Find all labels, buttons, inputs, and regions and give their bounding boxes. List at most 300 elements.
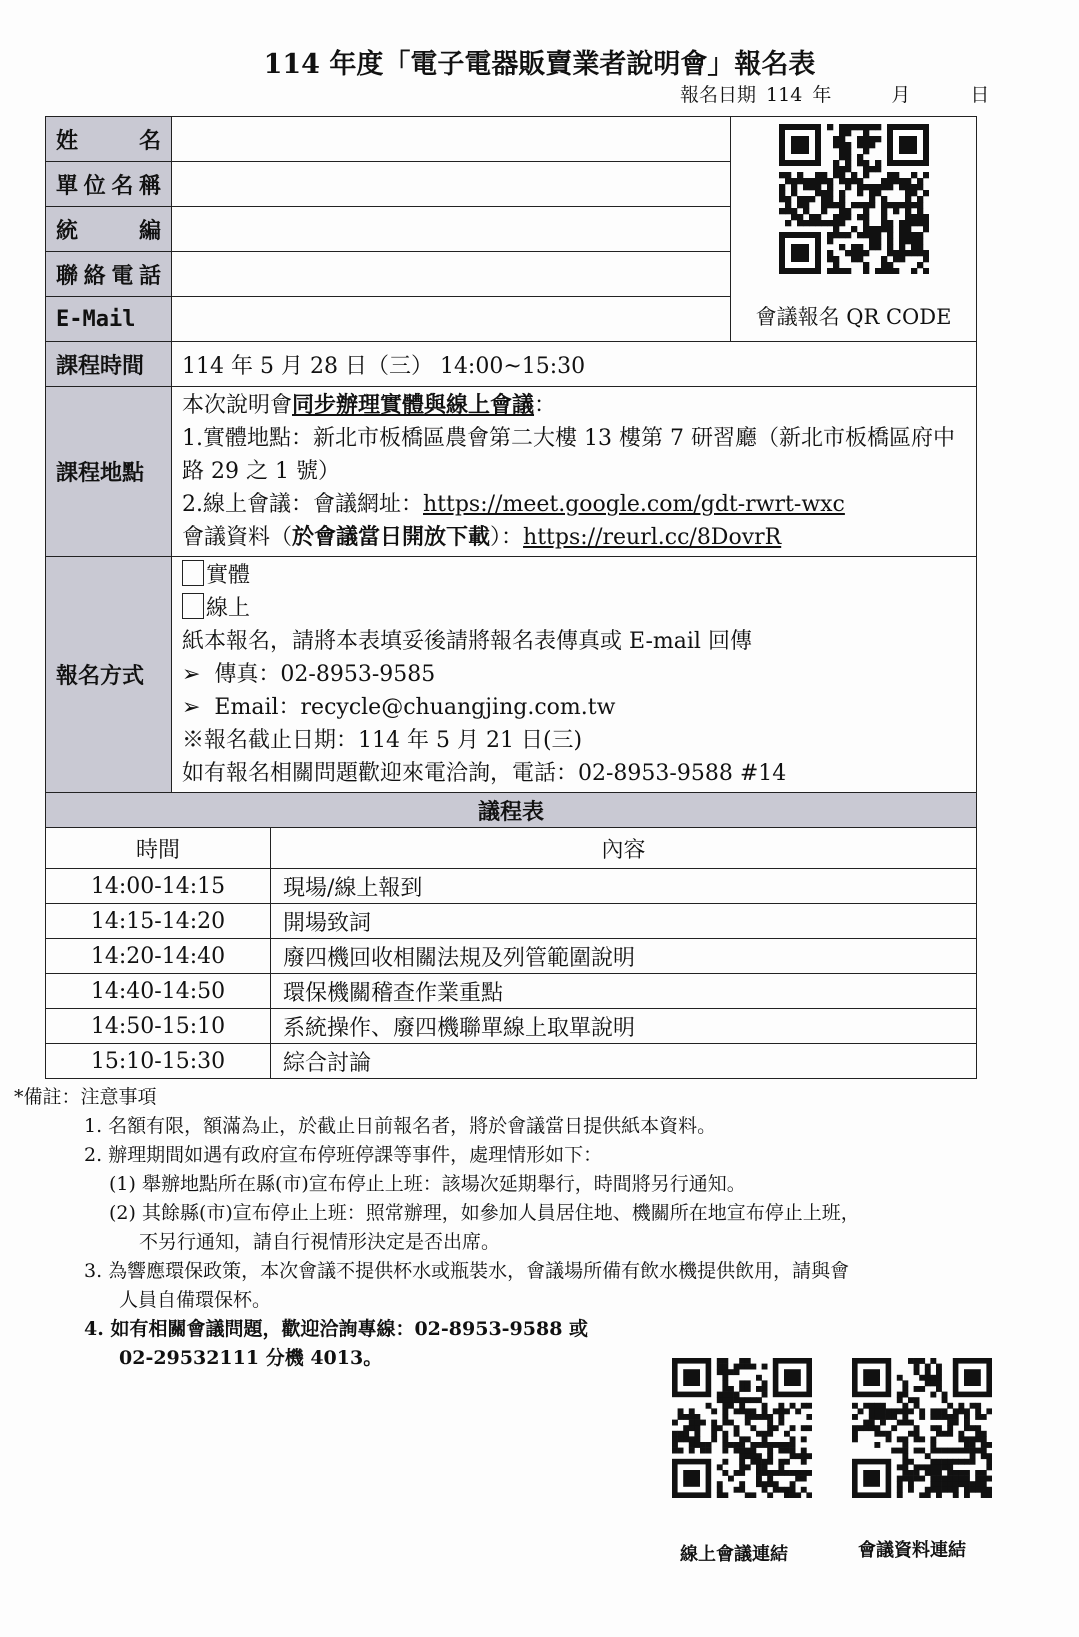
qr-module [857,154,863,160]
qr-module [911,214,917,220]
qr-module [821,220,827,226]
qr-module [851,178,857,184]
qr-module [678,1408,684,1414]
reg-date-label: 報名日期 114 年 [680,84,832,106]
qr-module [806,1414,812,1420]
qr-module [722,1470,728,1476]
qr-module [923,268,929,274]
qr-module [833,214,839,220]
qr-module [936,1459,942,1465]
qr-module [919,1375,925,1381]
email-input[interactable] [172,297,731,342]
qr-module [797,220,803,226]
qr-module [767,1431,773,1437]
qr-module [902,1453,908,1459]
qr-module [767,1448,773,1454]
qr-module [711,1425,717,1431]
qr-module [784,1369,801,1386]
qr-module [845,184,851,190]
qr-module [964,1476,970,1482]
qr-module [734,1431,740,1437]
qr-module [803,196,809,202]
qr-module [857,250,863,256]
qr-module [678,1414,684,1420]
qr-module [739,1459,745,1465]
qr-module [930,1425,936,1431]
qr-module [897,1492,903,1498]
qr-module [905,190,911,196]
qr-module [919,1414,925,1420]
qr-module [947,1403,953,1409]
qr-module [936,1386,942,1392]
qr-module [917,178,923,184]
qr-module [891,1408,897,1414]
qr-module [857,214,863,220]
qr-module [917,202,923,208]
qr-module [964,1425,970,1431]
qr-module [767,1453,773,1459]
qr-module [756,1386,762,1392]
qr-module [986,1487,992,1493]
qr-module [975,1470,981,1476]
qr-module [722,1369,728,1375]
qr-module [857,190,863,196]
qr-module [694,1442,700,1448]
qr-module [919,1492,925,1498]
qr-module [947,1476,953,1482]
qr-module [936,1425,942,1431]
reg-date-month: 月 [891,84,911,106]
qr-module [728,1397,734,1403]
qr-module [881,262,887,268]
qr-module [899,220,905,226]
qr-module [773,1470,779,1476]
qr-module [728,1420,734,1426]
qr-module [902,1420,908,1426]
qr-module [919,1436,925,1442]
qr-module [745,1397,751,1403]
qr-module [930,1358,936,1364]
qr-module [790,1470,796,1476]
taxid-input[interactable] [172,207,731,252]
agenda-title: 議程表 [46,793,977,828]
qr-module [717,1364,723,1370]
qr-module [917,244,923,250]
qr-module [891,1448,897,1454]
method-label: 報名方式 [46,557,172,793]
qr-module [869,1414,875,1420]
qr-module [923,214,929,220]
qr-module [914,1470,920,1476]
qr-module [839,202,845,208]
qr-module [762,1436,768,1442]
qr-module [886,1408,892,1414]
qr-module [863,1470,880,1487]
qr-module [942,1487,948,1493]
qr-module [902,1459,908,1465]
agenda-time: 15:10-15:30 [46,1044,271,1079]
qr-module [897,1397,903,1403]
qr-module [790,1448,796,1454]
qr-module [739,1364,745,1370]
qr-module [734,1364,740,1370]
qr-module [801,1476,807,1482]
qr-module [863,220,869,226]
qr-module [905,250,911,256]
qr-module [869,196,875,202]
qr-module [683,1425,689,1431]
qr-module [722,1358,728,1364]
qr-module [923,220,929,226]
meet-url-link[interactable]: https://meet.google.com/gdt-rwrt-wxc [423,492,845,517]
qr-module [773,1425,779,1431]
qr-module [902,1403,908,1409]
qr-module [902,1386,908,1392]
qr-module [936,1464,942,1470]
qr-module [756,1453,762,1459]
qr-module [947,1448,953,1454]
qr-module [964,1448,970,1454]
qr-module [975,1403,981,1409]
qr-module [875,136,881,142]
qr-module [881,208,887,214]
field-label-unit: 單位名稱 [46,162,172,207]
qr-module [750,1448,756,1454]
qr-module [778,1408,784,1414]
agenda-row [46,904,977,939]
qr-module [778,1403,784,1409]
qr-module [970,1442,976,1448]
qr-module [863,1420,869,1426]
qr-module [739,1464,745,1470]
qr-module [930,1470,936,1476]
qr-module [784,1492,790,1498]
qr-module [791,208,797,214]
qr-module [839,208,845,214]
qr-module [739,1386,745,1392]
qr-module [897,1476,903,1482]
qr-module [778,1414,784,1420]
qr-module [790,1487,796,1493]
qr-module [953,1459,959,1465]
qr-module [897,1481,903,1487]
qr-module [745,1436,751,1442]
qr-module [683,1436,689,1442]
qr-module [986,1442,992,1448]
qr-module [767,1470,773,1476]
qr-module [784,1431,790,1437]
qr-module [745,1492,751,1498]
qr-module [778,1459,784,1465]
location-intro-bold: 同步辦理實體與線上會議 [292,392,535,418]
qr-module [970,1448,976,1454]
qr-module [869,202,875,208]
qr-module [791,178,797,184]
qr-module [958,1408,964,1414]
qr-module [678,1431,684,1437]
qr-module [947,1487,953,1493]
qr-module [821,202,827,208]
qr-module [880,1414,886,1420]
physical-checkbox[interactable] [182,560,204,586]
qr-module [790,1436,796,1442]
qr-module [958,1481,964,1487]
registration-email: Email：recycle@chuangjing.com.tw [214,695,616,720]
qr-module [734,1487,740,1493]
note-2-1: (1) 舉辦地點所在縣(市)宣布停止上班：該場次延期舉行，時間將另行通知。 [109,1173,746,1195]
doc-url-link[interactable]: https://reurl.cc/8DovrR [523,525,782,550]
qr-module [880,1408,886,1414]
qr-module [734,1470,740,1476]
qr-module [694,1420,700,1426]
qr-module [981,1414,987,1420]
qr-module [897,1436,903,1442]
qr-module [827,196,833,202]
qr-module [722,1386,728,1392]
qr-module [911,202,917,208]
course-location-label: 課程地點 [46,387,172,557]
qr-module [756,1476,762,1482]
qr-module [893,256,899,262]
agenda-time: 14:15-14:20 [46,904,271,939]
qr-module [739,1408,745,1414]
qr-module [784,1459,790,1465]
qr-module [756,1470,762,1476]
qr-module [986,1459,992,1465]
qr-module [970,1481,976,1487]
agenda-row [46,974,977,1009]
qr-module [958,1431,964,1437]
qr-module [809,214,815,220]
qr-module [908,1481,914,1487]
qr-module [917,250,923,256]
qr-module [981,1436,987,1442]
arrow-bullet-icon: ➢ [182,662,215,687]
qr-module [722,1459,728,1465]
qr-module [908,1397,914,1403]
qr-module [745,1386,751,1392]
reg-date-day: 日 [970,84,990,106]
qr-module [964,1420,970,1426]
registration-deadline: ※報名截止日期：114 年 5 月 21 日(三) [182,728,583,753]
qr-module [958,1436,964,1442]
qr-module [784,1470,790,1476]
qr-module [891,1414,897,1420]
note-4-cont: 02-29532111 分機 4013。 [119,1347,383,1369]
qr-module [917,238,923,244]
docs-qr-caption: 會議資料連結 [858,1540,966,1561]
qr-module [914,1386,920,1392]
qr-module [947,1431,953,1437]
qr-module [923,172,929,178]
qr-module [717,1369,723,1375]
qr-module [863,208,869,214]
qr-module [902,1470,908,1476]
qr-module [905,178,911,184]
qr-module [970,1487,976,1493]
qr-module [925,1453,931,1459]
qr-module [801,1436,807,1442]
qr-module [791,190,797,196]
qr-module [899,184,905,190]
qr-module [925,1364,931,1370]
qr-module [694,1431,700,1437]
qr-module [893,208,899,214]
qr-module [700,1442,706,1448]
qr-module [706,1442,712,1448]
qr-module [880,1420,886,1426]
qr-module [745,1414,751,1420]
qr-module [700,1448,706,1454]
qr-module [975,1408,981,1414]
agenda-row [46,869,977,904]
agenda-col-time: 時間 [46,828,271,869]
qr-module [762,1481,768,1487]
qr-module [936,1476,942,1482]
qr-module [917,262,923,268]
qr-module [908,1358,914,1364]
qr-module [739,1442,745,1448]
name-input[interactable] [172,117,731,162]
qr-module [923,256,929,262]
online-meeting-label: 2.線上會議：會議網址： [182,492,423,517]
qr-module [750,1453,756,1459]
qr-module [887,238,893,244]
qr-module [852,1414,858,1420]
qr-module [803,178,809,184]
course-location-content [172,387,977,557]
qr-module [902,1408,908,1414]
field-label-phone: 聯絡電話 [46,252,172,297]
qr-module [790,1442,796,1448]
qr-module [953,1492,959,1498]
qr-module [803,184,809,190]
qr-module [897,1408,903,1414]
agenda-row [46,1044,977,1079]
qr-module [734,1425,740,1431]
qr-module [827,202,833,208]
registration-qr-code[interactable] [779,124,929,274]
qr-module [964,1487,970,1493]
qr-module [947,1464,953,1470]
qr-module [936,1380,942,1386]
qr-module [887,172,893,178]
qr-module [797,202,803,208]
qr-module [815,184,821,190]
qr-module [762,1459,768,1465]
qr-module [930,1436,936,1442]
note-1: 1. 名額有限，額滿為止，於截止日前報名者，將於會議當日提供紙本資料。 [84,1115,717,1137]
qr-module [833,166,839,172]
agenda-col-content: 內容 [271,828,977,869]
qr-module [778,1442,784,1448]
qr-module [728,1403,734,1409]
online-meeting-qr-code[interactable] [672,1358,812,1498]
qr-module [887,178,893,184]
unit-input[interactable] [172,162,731,207]
qr-module [762,1464,768,1470]
qr-module [887,262,893,268]
qr-module [857,184,863,190]
meeting-docs-qr-code[interactable] [852,1358,992,1498]
qr-module [981,1431,987,1437]
qr-module [958,1476,964,1482]
qr-module [886,1431,892,1437]
qr-module [779,190,785,196]
qr-module [773,1408,779,1414]
qr-module [672,1420,678,1426]
qr-module [893,178,899,184]
qr-module [947,1425,953,1431]
qr-module [756,1397,762,1403]
qr-module [806,1403,812,1409]
qr-module [930,1481,936,1487]
qr-module [858,1425,864,1431]
qr-module [887,250,893,256]
note-4: 4. 如有相關會議問題，歡迎洽詢專線：02-8953-9588 或 [84,1318,589,1340]
qr-module [893,268,899,274]
qr-module [827,232,833,238]
qr-module [745,1358,751,1364]
qr-module [947,1481,953,1487]
qr-module [672,1431,678,1437]
qr-module [914,1431,920,1437]
qr-module [869,142,875,148]
qr-module [953,1408,959,1414]
qr-module [728,1386,734,1392]
qr-module [700,1420,706,1426]
qr-module [779,184,785,190]
qr-module [833,268,839,274]
qr-module [947,1459,953,1465]
qr-module [930,1392,936,1398]
qr-module [875,184,881,190]
qr-module [722,1414,728,1420]
qr-module [936,1492,942,1498]
qr-module [936,1470,942,1476]
qr-module [975,1436,981,1442]
qr-module [975,1481,981,1487]
qr-module [874,1414,880,1420]
qr-module [958,1459,964,1465]
location-intro: 本次說明會 [182,393,293,418]
docs-label-bold: 於會議當日開放下載 [292,524,491,550]
qr-module [827,124,833,130]
qr-module [734,1448,740,1454]
qr-module [689,1425,695,1431]
physical-location: 1.實體地點：新北市板橋區農會第二大樓 13 樓第 7 研習廳（新北市板橋區府中路 29 之 1 號） [182,426,955,484]
qr-module [821,190,827,196]
qr-module [773,1442,779,1448]
qr-module [930,1464,936,1470]
qr-module [750,1414,756,1420]
qr-module [986,1492,992,1498]
qr-module [779,208,785,214]
qr-module [717,1481,723,1487]
online-checkbox[interactable] [182,593,204,619]
qr-module [827,220,833,226]
qr-module [784,1487,790,1493]
agenda-content: 廢四機回收相關法規及列管範圍說明 [271,939,977,974]
phone-input[interactable] [172,252,731,297]
qr-module [745,1448,751,1454]
qr-module [869,1408,875,1414]
qr-module [827,190,833,196]
qr-module [875,268,881,274]
qr-module [869,166,875,172]
qr-module [986,1408,992,1414]
qr-module [815,190,821,196]
